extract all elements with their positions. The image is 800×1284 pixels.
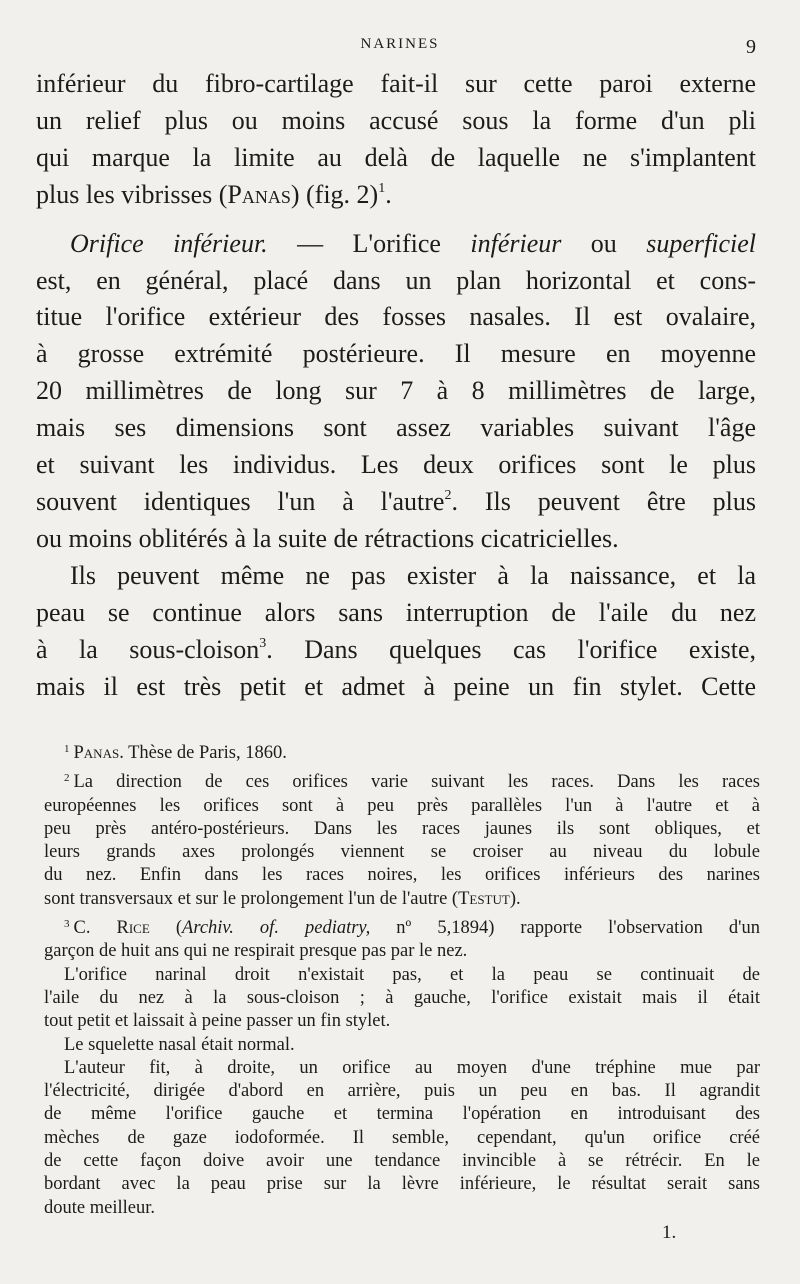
signature-mark: 1. bbox=[662, 1222, 677, 1243]
footnote-mark: 2 bbox=[64, 772, 70, 785]
section-heading: Orifice inférieur. bbox=[70, 228, 268, 258]
footnote-line: du nez. Enfin dans les races noires, les orifices inférieurs des narines bbox=[44, 865, 760, 886]
text-line: à la sous-cloison$^3$. Dans quelques cas l'orifice existe, bbox=[36, 634, 756, 664]
footnote-line: peu près antéro-postérieurs. Dans les races jaunes ils sont obliques, et bbox=[44, 818, 760, 839]
footnotes bbox=[44, 742, 760, 1220]
footnote-line: L'auteur fit, à droite, un orifice au moyen d'une tréphine mue par bbox=[64, 1057, 760, 1078]
footnote-ref: 3 bbox=[259, 635, 267, 651]
running-title: NARINES bbox=[360, 36, 440, 52]
text-line: et suivant les individus. Les deux orifices sont le plus bbox=[36, 450, 756, 480]
footnote-1 bbox=[44, 742, 760, 765]
footnote-line: européennes les orifices sont à peu près parallèles l'un à l'autre et à bbox=[44, 795, 760, 816]
footnote-line: bordant avec la peau prise sur la lèvre inférieure, le résultat serait sans bbox=[44, 1174, 760, 1195]
footnote-line: doute meilleur. bbox=[44, 1197, 155, 1218]
footnote-line: de même l'orifice gauche et termina l'opération en introduisant des bbox=[44, 1104, 760, 1125]
footnote-line: L'orifice narinal droit n'existait pas, et la peau se continuait de bbox=[64, 964, 760, 985]
footnote-mark: 3 bbox=[64, 918, 70, 931]
footnote-line: l'électricité, dirigée d'abord en arrière, puis un peu en bas. Il agrandit bbox=[44, 1081, 760, 1102]
footnote-ref: 2 bbox=[444, 487, 452, 503]
text-line: Orifice inférieur. — L'orifice inférieur ou superficiel bbox=[70, 228, 756, 258]
paragraph-3 bbox=[36, 558, 756, 706]
text-line: un relief plus ou moins accusé sous la forme d'un pli bbox=[36, 105, 756, 135]
footnote-line: sont transversaux et sur le prolongement l'un de l'autre (Testut). bbox=[44, 888, 521, 909]
body-text bbox=[36, 66, 756, 705]
page-number: 9 bbox=[746, 36, 756, 58]
footnote-line: mèches de gaze iodoformée. Il semble, cependant, qu'un orifice créé bbox=[44, 1127, 760, 1148]
footnote-2 bbox=[44, 771, 760, 911]
running-head bbox=[0, 34, 800, 58]
footnote-mark: 1 bbox=[64, 743, 70, 755]
paragraph-1 bbox=[36, 66, 756, 214]
text-line: Ils peuvent même ne pas exister à la naissance, et la bbox=[70, 560, 756, 590]
text-line: 20 millimètres de long sur 7 à 8 millimètres de large, bbox=[36, 376, 756, 406]
text-line: peau se continue alors sans interruption de l'aile du nez bbox=[36, 597, 756, 627]
footnote-line: $^1$ Panas. Thèse de Paris, 1860. bbox=[64, 743, 287, 763]
footnote-line: garçon de huit ans qui ne respirait presque pas par le nez. bbox=[44, 941, 468, 962]
text-line: titue l'orifice extérieur des fosses nasales. Il est ovalaire, bbox=[36, 302, 756, 332]
text-line: qui marque la limite au delà de laquelle ne s'implantent bbox=[36, 142, 756, 172]
footnote-3 bbox=[44, 917, 760, 1220]
text-line: plus les vibrisses (Panas) (fig. 2)$^1$. bbox=[36, 179, 392, 209]
text-line: inférieur du fibro-cartilage fait-il sur cette paroi externe bbox=[36, 69, 756, 98]
author-name: Panas bbox=[227, 179, 291, 209]
footnote-line: tout petit et laissait à peine passer un fin stylet. bbox=[44, 1011, 391, 1032]
text-line: mais ses dimensions sont assez variables suivant l'âge bbox=[36, 413, 756, 443]
footnote-line: l'aile du nez à la sous-cloison ; à gauche, l'orifice existait mais il était bbox=[44, 987, 760, 1008]
text-line: souvent identiques l'un à l'autre$^2$. Ils peuvent être plus bbox=[36, 486, 756, 516]
footnote-line: $^2$ La direction de ces orifices varie suivant les races. Dans les races bbox=[64, 772, 760, 793]
text-line: ou moins oblitérés à la suite de rétractions cicatricielles. bbox=[36, 523, 619, 553]
footnote-line: de cette façon doive avoir une tendance invincible à se rétrécir. En le bbox=[44, 1151, 760, 1172]
text-line: à grosse extrémité postérieure. Il mesure en moyenne bbox=[36, 339, 756, 369]
text-line: mais il est très petit et admet à peine un fin stylet. Cette bbox=[36, 671, 756, 701]
footnote-ref: 1 bbox=[378, 180, 386, 196]
footnote-line: Le squelette nasal était normal. bbox=[64, 1034, 295, 1055]
footnote-line: $^3$ C. Rice (Archiv. of. pediatry, nº 5,1894) rapporte l'observation d'un bbox=[64, 918, 761, 939]
text-line: est, en général, placé dans un plan horizontal et cons- bbox=[36, 265, 756, 295]
paragraph-2 bbox=[36, 226, 756, 558]
footnote-line: leurs grands axes prolongés viennent se croiser au niveau du lobule bbox=[44, 842, 760, 863]
